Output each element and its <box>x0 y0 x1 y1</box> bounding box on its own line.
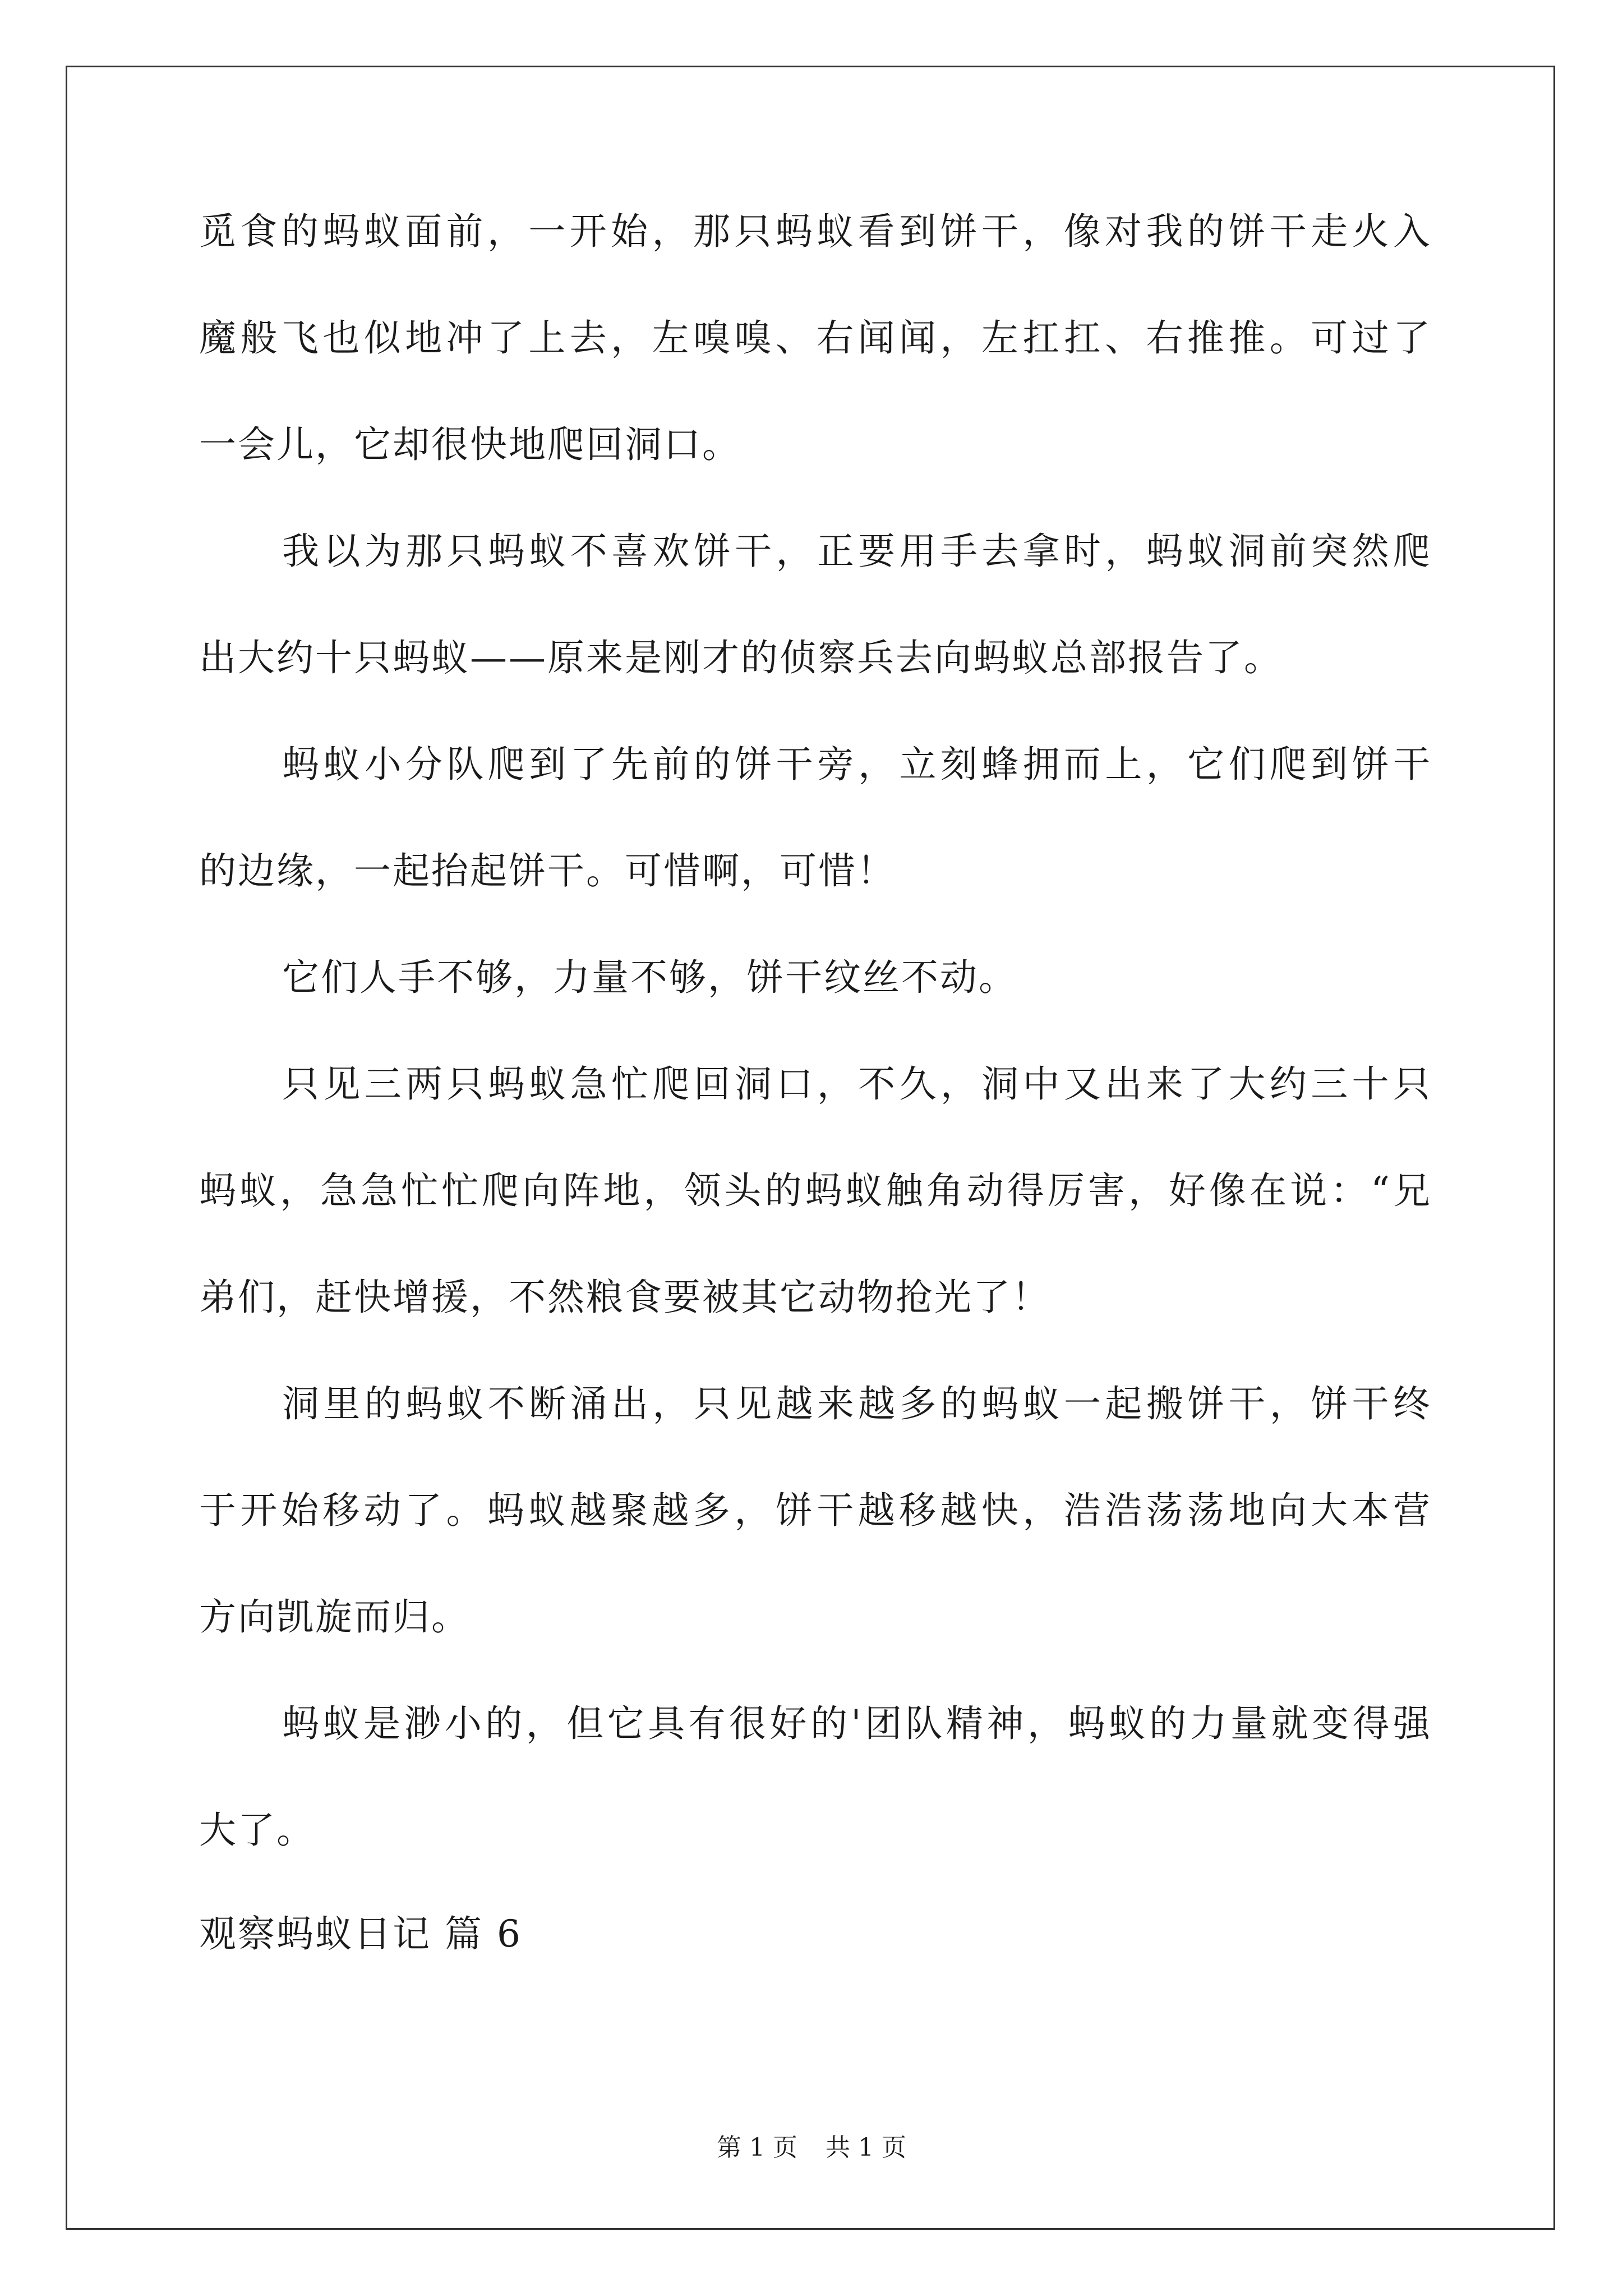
paragraph-line: 于开始移动了。蚂蚁越聚越多，饼干越移越快，浩浩荡荡地向大本营 <box>199 1489 1430 1532</box>
paragraph-line: 蚂蚁，急急忙忙爬向阵地，领头的蚂蚁触角动得厉害，好像在说：“兄 <box>199 1169 1430 1212</box>
paragraph-line: 魔般飞也似地冲了上去，左嗅嗅、右闻闻，左扛扛、右推推。可过了 <box>199 316 1430 360</box>
page-border <box>66 66 1555 2230</box>
paragraph-line: 它们人手不够，力量不够，饼干纹丝不动。 <box>282 956 1017 999</box>
section-heading: 观察蚂蚁日记 篇 6 <box>199 1912 522 1955</box>
paragraph-line: 弟们，赶快增援，不然粮食要被其它动物抢光了！ <box>199 1276 1050 1319</box>
paragraph-line: 只见三两只蚂蚁急忙爬回洞口，不久，洞中又出来了大约三十只 <box>282 1062 1430 1106</box>
paragraph-line: 觅食的蚂蚁面前，一开始，那只蚂蚁看到饼干，像对我的饼干走火入 <box>199 210 1430 253</box>
paragraph-line: 蚂蚁小分队爬到了先前的饼干旁，立刻蜂拥而上，它们爬到饼干 <box>282 743 1430 786</box>
page-footer <box>0 2133 1623 2162</box>
paragraph-line: 大了。 <box>199 1809 315 1852</box>
paragraph-line: 出大约十只蚂蚁——原来是刚才的侦察兵去向蚂蚁总部报告了。 <box>199 636 1283 679</box>
paragraph-line: 的边缘，一起抬起饼干。可惜啊，可惜！ <box>199 849 896 892</box>
page-total: 共 1 页 <box>826 2133 906 2162</box>
paragraph-line: 我以为那只蚂蚁不喜欢饼干，正要用手去拿时，蚂蚁洞前突然爬 <box>282 530 1430 573</box>
paragraph-line: 洞里的蚂蚁不断涌出，只见越来越多的蚂蚁一起搬饼干，饼干终 <box>282 1382 1430 1425</box>
paragraph-line: 蚂蚁是渺小的，但它具有很好的'团队精神，蚂蚁的力量就变得强 <box>282 1702 1430 1745</box>
paragraph-line: 方向凯旋而归。 <box>199 1595 470 1639</box>
paragraph-line: 一会儿，它却很快地爬回洞口。 <box>199 423 741 466</box>
page-number: 第 1 页 <box>717 2133 797 2162</box>
